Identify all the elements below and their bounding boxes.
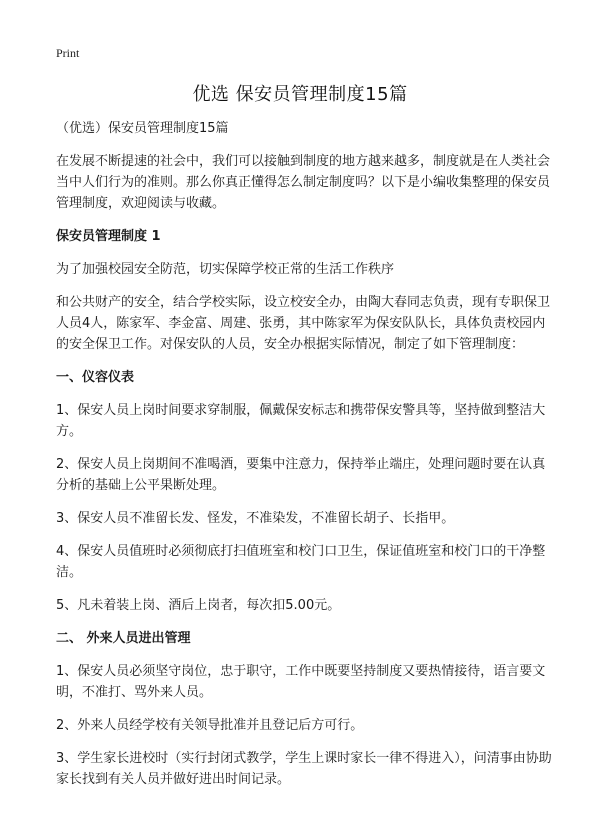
print-label: Print [56, 46, 80, 60]
page-title: 优选 保安员管理制度15篇 [192, 84, 408, 105]
list-item: 2、保安人员上岗期间不准喝酒，要集中注意力，保持举止端庄，处理问题时要在认真分析的基础上公平果断处理。 [56, 457, 546, 493]
list-item: 1、保安人员必须坚守岗位，忠于职守，工作中既要坚持制度又要热情接待，语言要文明，不准打、骂外来人员。 [56, 664, 546, 700]
section-heading-appearance: 一、仪容仪表 [56, 370, 135, 385]
list-item: 4、保安人员值班时必须彻底打扫值班室和校门口卫生，保证值班室和校门口的干净整洁。 [56, 544, 546, 580]
section-title: 保安员管理制度 1 [56, 229, 161, 244]
list-item: 1、保安人员上岗时间要求穿制服，佩戴保安标志和携带保安警具等，坚持做到整洁大方。 [56, 403, 546, 439]
list-item: 3、保安人员不准留长发、怪发，不准染发，不准留长胡子、长指甲。 [56, 511, 455, 526]
paragraph: 和公共财产的安全，结合学校实际，设立校安全办，由陶大春同志负责，现有专职保卫人员4人，陈家军、李金富、周建、张勇，其中陈家军为保安队队长，具体负责校园内的安全保卫工作。对保安队的人员，安全办根据实际情况，制定了如下管理制度： [56, 295, 551, 352]
intro-paragraph: 在发展不断提速的社会中，我们可以接触到制度的地方越来越多，制度就是在人类社会当中人们行为的准则。那么你真正懂得怎么制定制度吗？以下是小编收集整理的保安员管理制度，欢迎阅读与收藏。 [56, 154, 551, 211]
list-item: 5、凡未着装上岗、酒后上岗者，每次扣5.00元。 [56, 598, 341, 613]
list-item: 3、学生家长进校时（实行封闭式教学，学生上课时家长一律不得进入），问清事由协助家长找到有关人员并做好进出时间记录。 [56, 751, 552, 787]
paragraph: 为了加强校园安全防范，切实保障学校正常的生活工作秩序 [56, 262, 395, 277]
document-subtitle: （优选）保安员管理制度15篇 [56, 121, 229, 136]
section-heading-visitors: 二、 外来人员进出管理 [56, 631, 191, 646]
list-item: 2、外来人员经学校有关领导批准并且登记后方可行。 [56, 718, 364, 733]
document-body [56, 118, 554, 802]
